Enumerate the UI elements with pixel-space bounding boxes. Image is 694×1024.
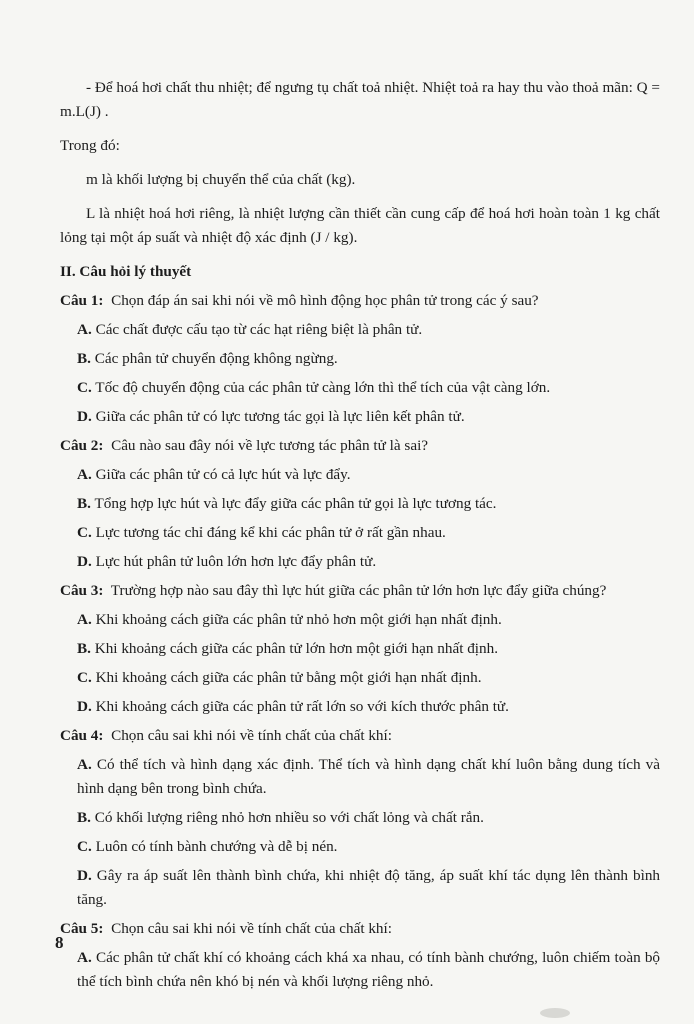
option-1a [60,318,660,342]
option-2c [60,521,660,545]
trong-do-label: Trong đó: [60,137,120,154]
option-3c [60,666,660,690]
option-text: Khi khoảng cách giữa các phân tử lớn hơn một giới hạn nhất định. [94,640,499,657]
option-letter: B. [77,640,91,657]
option-text: Khi khoảng cách giữa các phân tử rất lớn so với kích thước phân tử. [95,698,509,715]
option-3b [60,637,660,661]
question-5 [60,917,660,941]
question-2 [60,434,660,458]
option-1b [60,347,660,371]
option-letter: B. [77,350,91,367]
option-3a [60,608,660,632]
option-text: Luôn có tính bành chướng và dễ bị nén. [95,838,338,855]
option-letter: A. [77,949,92,966]
question-label: Câu 1: [60,292,104,309]
option-text: Các chất được cấu tạo từ các hạt riêng biệt là phân tử. [95,321,423,338]
option-text: Tổng hợp lực hút và lực đẩy giữa các phân tử gọi là lực tương tác. [94,495,497,512]
option-letter: A. [77,466,92,483]
page-stain-mark [540,1008,570,1018]
option-letter: A. [77,321,92,338]
option-text: Lực hút phân tử luôn lớn hơn lực đẩy phân tử. [95,553,377,570]
option-4d [60,864,660,912]
option-5a [60,946,660,994]
option-letter: D. [77,553,92,570]
question-label: Câu 3: [60,582,104,599]
option-text: Có thể tích và hình dạng xác định. Thể tích và hình dạng chất khí luôn bằng dung tích và hình dạng bên trong bình chứa. [77,756,661,797]
option-text: Khi khoảng cách giữa các phân tử bằng một giới hạn nhất định. [95,669,482,686]
option-text: Lực tương tác chỉ đáng kể khi các phân tử ở rất gần nhau. [95,524,446,541]
option-4a [60,753,660,801]
m-definition: m là khối lượng bị chuyển thể của chất (kg). [86,171,356,188]
question-text: Chọn câu sai khi nói về tính chất của chất khí: [111,727,392,744]
option-1d [60,405,660,429]
option-letter: C. [77,669,92,686]
option-4c [60,835,660,859]
question-3 [60,579,660,603]
option-3d [60,695,660,719]
question-label: Câu 4: [60,727,104,744]
question-4 [60,724,660,748]
question-1 [60,289,660,313]
option-letter: A. [77,611,92,628]
option-text: Gây ra áp suất lên thành bình chứa, khi nhiệt độ tăng, áp suất khí tác dụng lên thành bình tăng. [77,867,661,908]
option-text: Tốc độ chuyển động của các phân tử càng lớn thì thể tích của vật càng lớn. [95,379,551,396]
question-text: Chọn đáp án sai khi nói về mô hình động học phân tử trong các ý sau? [111,292,539,309]
option-2d [60,550,660,574]
option-text: Các phân tử chất khí có khoảng cách khá xa nhau, có tính bành chướng, luôn chiếm toàn bộ thể tích bình chứa nên khó bị nén và khối lượng riêng nhỏ. [77,949,661,990]
option-letter: B. [77,495,91,512]
option-letter: C. [77,379,92,396]
option-letter: C. [77,524,92,541]
question-text: Chọn câu sai khi nói về tính chất của chất khí: [111,920,392,937]
option-letter: D. [77,408,92,425]
option-4b [60,806,660,830]
option-letter: D. [77,698,92,715]
option-letter: B. [77,809,91,826]
option-letter: A. [77,756,92,773]
option-letter: C. [77,838,92,855]
question-text: Câu nào sau đây nói về lực tương tác phân tử là sai? [111,437,429,454]
question-label: Câu 5: [60,920,104,937]
L-definition: L là nhiệt hoá hơi riêng, là nhiệt lượng cần thiết cần cung cấp để hoá hơi hoàn toàn 1 kg chất lỏng tại một áp suất và nhiệt độ xác định (J / kg). [60,205,660,246]
intro-paragraph: - Để hoá hơi chất thu nhiệt; để ngưng tụ chất toả nhiệt. Nhiệt toả ra hay thu vào thoả mãn: Q = m.L(J) . [60,79,660,120]
question-text: Trường hợp nào sau đây thì lực hút giữa các phân tử lớn hơn lực đẩy giữa chúng? [110,582,607,599]
option-text: Các phân tử chuyển động không ngừng. [94,350,338,367]
page-number: 8 [55,933,64,952]
option-letter: D. [77,867,92,884]
option-text: Có khối lượng riêng nhỏ hơn nhiều so với chất lỏng và chất rắn. [94,809,484,826]
option-text: Giữa các phân tử có cả lực hút và lực đẩy. [95,466,351,483]
option-1c [60,376,660,400]
option-text: Giữa các phân tử có lực tương tác gọi là lực liên kết phân tử. [95,408,465,425]
option-2a [60,463,660,487]
option-text: Khi khoảng cách giữa các phân tử nhỏ hơn một giới hạn nhất định. [95,611,502,628]
question-label: Câu 2: [60,437,104,454]
option-2b [60,492,660,516]
section-title: II. Câu hỏi lý thuyết [60,263,192,280]
page-content [60,76,660,994]
